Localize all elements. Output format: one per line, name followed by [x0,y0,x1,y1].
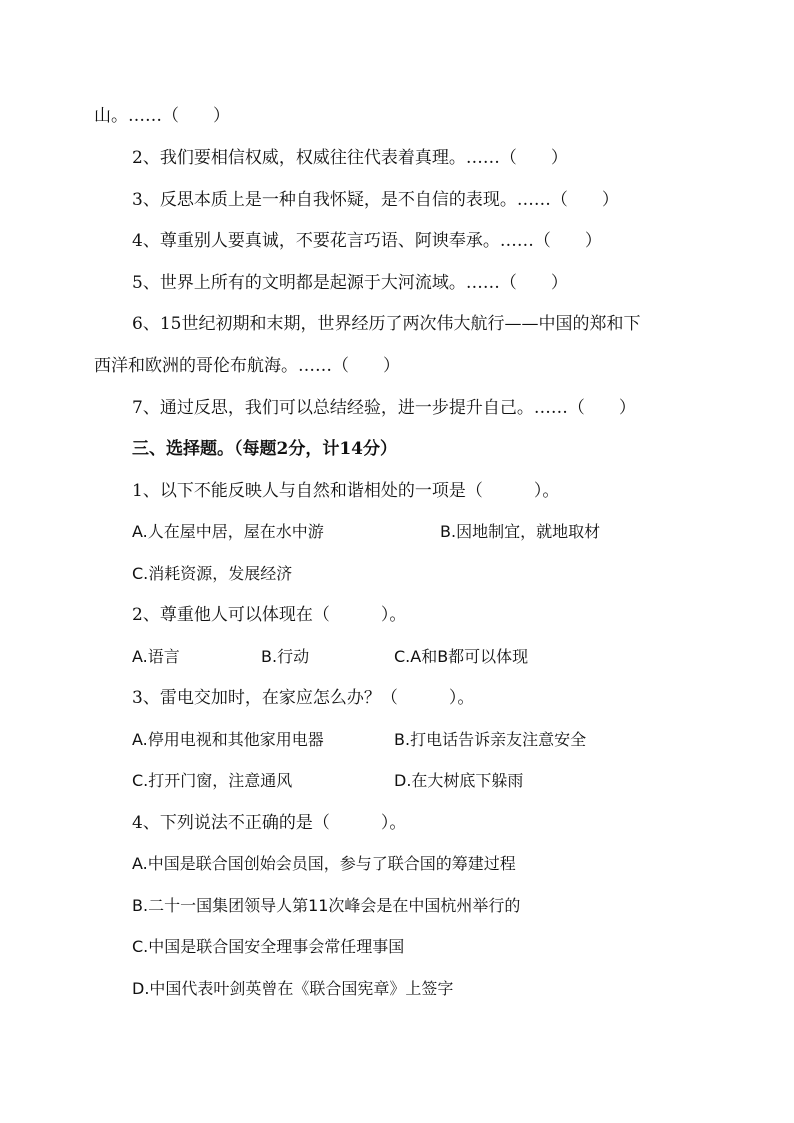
choice-q2-option-c: C.A和B都可以体现 [394,647,529,666]
judgment-q4: 4、尊重别人要真诚，不要花言巧语、阿谀奉承。……（ ） [132,231,602,251]
choice-q1-stem: 1、以下不能反映人与自然和谐相处的一项是（ ）。 [132,481,560,501]
choice-q1-option-b: B.因地制宜，就地取材 [440,522,601,541]
choice-q3-option-b: B.打电话告诉亲友注意安全 [394,730,587,749]
choice-q3-option-d: D.在大树底下躲雨 [394,771,524,790]
judgment-q1-continuation: 山。……（ ） [94,106,230,126]
choice-q3-option-a: A.停用电视和其他家用电器 [132,730,324,749]
choice-q2-option-b: B.行动 [261,647,310,666]
choice-q4-option-c: C.中国是联合国安全理事会常任理事国 [132,937,405,956]
judgment-q2: 2、我们要相信权威，权威往往代表着真理。……（ ） [132,148,568,168]
choice-q3-option-c: C.打开门窗，注意通风 [132,771,293,790]
judgment-q6-line2: 西洋和欧洲的哥伦布航海。……（ ） [94,356,400,376]
choice-q4-option-d: D.中国代表叶剑英曾在《联合国宪章》上签字 [132,979,454,998]
choice-q2-option-a: A.语言 [132,647,180,666]
choice-q4-option-a: A.中国是联合国创始会员国，参与了联合国的筹建过程 [132,854,516,873]
section-heading-choice: 三、选择题。（每题2分，计14分） [132,439,397,459]
choice-q1-option-c: C.消耗资源，发展经济 [132,564,293,583]
choice-q4-stem: 4、下列说法不正确的是（ ）。 [132,813,407,833]
choice-q3-stem: 3、雷电交加时，在家应怎么办？（ ）。 [132,688,475,708]
choice-q1-option-a: A.人在屋中居，屋在水中游 [132,522,324,541]
judgment-q3: 3、反思本质上是一种自我怀疑，是不自信的表现。……（ ） [132,190,619,210]
judgment-q6-line1: 6、15世纪初期和末期，世界经历了两次伟大航行——中国的郑和下 [132,314,641,334]
choice-q2-stem: 2、尊重他人可以体现在（ ）。 [132,605,407,625]
judgment-q7: 7、通过反思，我们可以总结经验，进一步提升自己。……（ ） [132,398,636,418]
judgment-q5: 5、世界上所有的文明都是起源于大河流域。……（ ） [132,273,568,293]
choice-q4-option-b: B.二十一国集团领导人第11次峰会是在中国杭州举行的 [132,896,521,915]
